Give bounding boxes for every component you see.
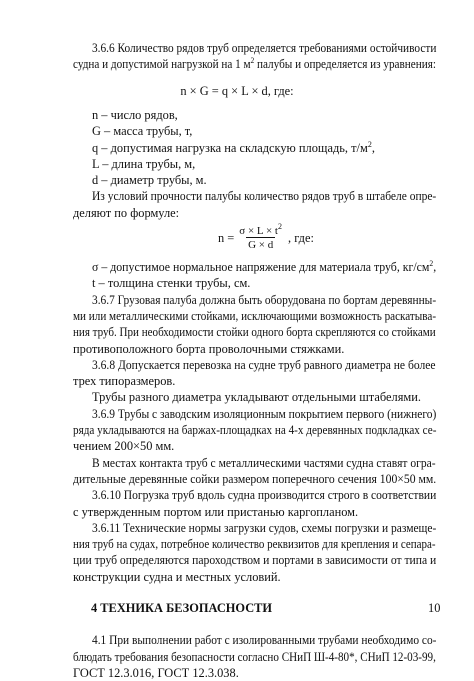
- def-t: t – толщина стенки трубы, см.: [92, 276, 251, 291]
- para-3-6-11-line-3: ции труб определяются пароходством и портами в зависимости от типа и: [73, 553, 437, 568]
- para-3-6-7-line-1: 3.6.7 Грузовая палуба должна быть оборудована по бортам деревянны-: [92, 292, 437, 307]
- strength-line-2: деляют по формуле:: [73, 205, 180, 220]
- para-3-6-11-line-4: конструкции судна и местных условий.: [73, 569, 281, 584]
- para-3-6-11-line-2: ния труб на судах, потребное количество реквизитов для крепления и сепара-: [73, 537, 436, 552]
- para-stacks: Трубы разного диаметра укладывают отдельными штабелями.: [92, 390, 421, 405]
- para-contact-line-2: дительные деревянные сойки размером поперечного сечения 100×50 мм.: [73, 471, 437, 486]
- para-3-6-8-line-2: трех типоразмеров.: [73, 374, 176, 389]
- page-number: 10: [428, 601, 441, 615]
- formula-strength: n = $\frac{\sigma \times L \times t^2}{G \times d}$ , где:: [218, 222, 314, 251]
- para-contact-line-1: В местах контакта труб с металлическими частями судна ставят огра-: [92, 455, 436, 470]
- para-3-6-11-line-1: 3.6.11 Технические нормы загрузки судов, схемы погрузки и размеще-: [92, 520, 437, 535]
- para-3-6-10-line-1: 3.6.10 Погрузка труб вдоль судна производится строго в соответствии: [92, 488, 437, 503]
- para-3-6-10-line-2: с утвержденным портом или пристанью каргопланом.: [73, 504, 359, 519]
- para-3-6-8-line-1: 3.6.8 Допускается перевозка на судне труб равного диаметра не более: [92, 357, 436, 372]
- def-n: n – число рядов,: [92, 107, 178, 122]
- formula-rows: n × G = q × L × d, где:: [180, 83, 294, 98]
- para-3-6-7-line-4: противоположного борта проволочными стяжками.: [73, 341, 345, 356]
- def-d: d – диаметр трубы, м.: [92, 173, 207, 188]
- para-3-6-6-line-1: 3.6.6 Количество рядов труб определяется требованиями остойчивости: [92, 41, 437, 55]
- para-4-1-line-1: 4.1 При выполнении работ с изолированными трубами необходимо со-: [92, 633, 437, 648]
- para-3-6-6-line-2: судна и допустимой нагрузкой на 1 $м^2$ палубы и определяется из уравнения:: [73, 56, 436, 72]
- para-3-6-9-line-2: ряда укладываются на баржах-площадках на 4-х деревянных подкладках се-: [73, 423, 437, 437]
- section-heading: 4 ТЕХНИКА БЕЗОПАСНОСТИ: [91, 601, 273, 615]
- para-3-6-7-line-3: ния труб. При необходимости стойки одного борта скрепляются со стойками: [73, 325, 436, 340]
- para-4-1-line-3: ГОСТ 12.3.016, ГОСТ 12.3.038.: [73, 665, 239, 680]
- def-q: q – допустимая нагрузка на складскую площадь, $т/м^2$,: [92, 139, 375, 155]
- def-sigma: σ – допустимое нормальное напряжение для материала труб, $кг/см^2$,: [92, 259, 437, 274]
- para-4-1-line-2: блюдать требования безопасности согласно СНиП Ш-4-80*, СНиП 12-03-99,: [73, 649, 436, 664]
- para-3-6-9-line-1: 3.6.9 Трубы с заводским изоляционным покрытием первого (нижнего): [92, 406, 437, 421]
- strength-line-1: Из условий прочности палубы количество рядов труб в штабеле опре-: [92, 189, 437, 204]
- para-3-6-9-line-3: чением 200×50 мм.: [73, 439, 175, 454]
- def-g: G – масса трубы, т,: [92, 124, 193, 139]
- para-3-6-7-line-2: ми или металлическими стойками, исключающими возможность раскатыва-: [73, 308, 437, 323]
- def-l: L – длина трубы, м,: [92, 156, 196, 171]
